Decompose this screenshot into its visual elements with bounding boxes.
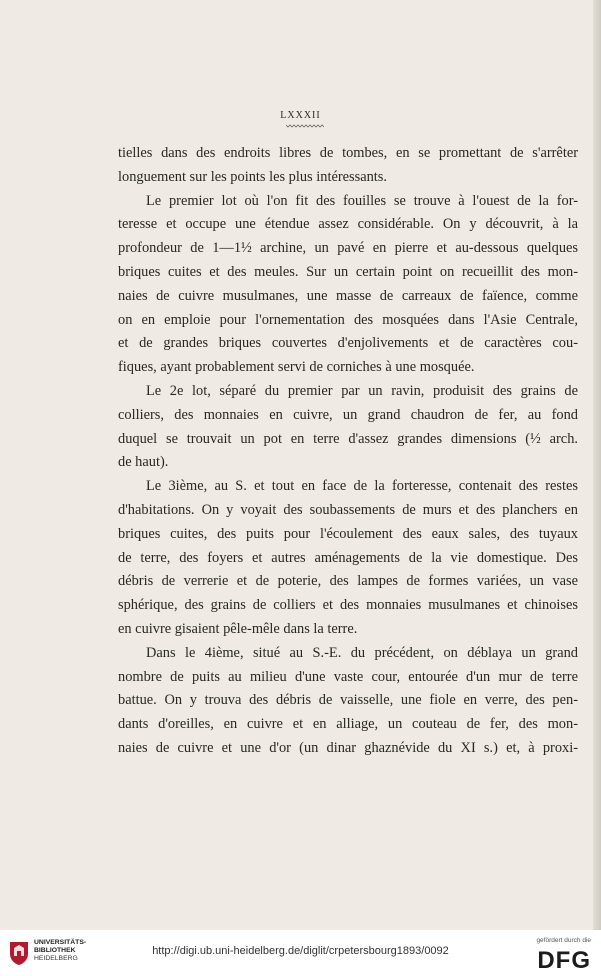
text-line: profondeur de 1—1½ archine, un pavé en pierre et au-dessous quelques: [118, 240, 578, 257]
library-line: BIBLIOTHEK: [34, 947, 76, 955]
text-line: on en emploie pour l'ornementation des mosquées dans l'Asie Centrale,: [118, 311, 578, 328]
text-line: fiques, ayant probablement servi de corniches à une mosquée.: [118, 359, 475, 376]
text-line: dants d'oreilles, en cuivre et en alliage, un couteau de fer, des mon-: [118, 716, 578, 733]
text-line: d'habitations. On y voyait des soubassements de murs et des planchers en: [118, 501, 578, 518]
text-line: briques cuites et des meules. Sur un certain point on recueillit des mon-: [118, 263, 578, 280]
text-line: briques cuites, des puits pour l'écoulement des eaux sales, des tuyaux: [118, 525, 578, 542]
library-line: HEIDELBERG: [34, 955, 78, 963]
dfg-logo: DFG: [537, 947, 591, 974]
text-line: teresse et occupe une étendue assez considérable. On y découvrit, à la: [118, 216, 578, 233]
library-line: UNIVERSITÄTS-: [34, 939, 87, 946]
text-line: de haut).: [118, 454, 169, 471]
text-line: débris de verrerie et de poterie, des lampes de formes variées, un vase: [118, 573, 578, 590]
text-line: battue. On y trouva des débris de vaisselle, une fiole en verre, des pen-: [118, 692, 578, 709]
funder-label: gefördert durch die: [536, 937, 591, 944]
text-line: de terre, des foyers et autres aménagements de la vie domestique. Des: [118, 549, 578, 566]
text-line: Le premier lot où l'on fit des fouilles se trouve à l'ouest de la for-: [146, 192, 578, 209]
page-number: LXXXII: [280, 110, 321, 121]
text-line: duquel se trouvait un pot en terre d'assez grandes dimensions (½ arch.: [118, 430, 578, 447]
text-line: sphérique, des grains de colliers et des monnaies musulmanes et chinoises: [118, 597, 578, 614]
text-line: Le 2e lot, séparé du premier par un ravin, produisit des grains de: [146, 382, 578, 399]
text-line: Le 3ième, au S. et tout en face de la forteresse, contenait des restes: [146, 478, 578, 495]
text-line: et de grandes briques couvertes d'enjolivements et de caractères cou-: [118, 335, 578, 352]
text-line: colliers, des monnaies en cuivre, un grand chaudron de fer, au fond: [118, 406, 578, 423]
text-line: naies de cuivre et une d'or (un dinar ghaznévide du XI s.) et, à proxi-: [118, 739, 578, 756]
text-line: Dans le 4ième, situé au S.-E. du précédent, on déblaya un grand: [146, 644, 578, 661]
text-line: longuement sur les points les plus intéressants.: [118, 168, 387, 185]
body-text: [118, 142, 578, 761]
source-url-link[interactable]: http://digi.ub.uni-heidelberg.de/diglit/crpetersbourg1893/0092: [152, 945, 449, 957]
page-edge-shadow: [593, 0, 601, 930]
text-line: nombre de puits au milieu d'une vaste cour, entourée d'un mur de terre: [118, 668, 578, 685]
text-line: naies de cuivre musulmanes, une masse de carreaux de faïence, comme: [118, 287, 578, 304]
text-line: tielles dans des endroits libres de tombes, en se promettant de s'arrêter: [118, 145, 578, 161]
text-line: en cuivre gisaient pêle-mêle dans la terre.: [118, 620, 358, 637]
page-number-ornament: [286, 124, 324, 128]
